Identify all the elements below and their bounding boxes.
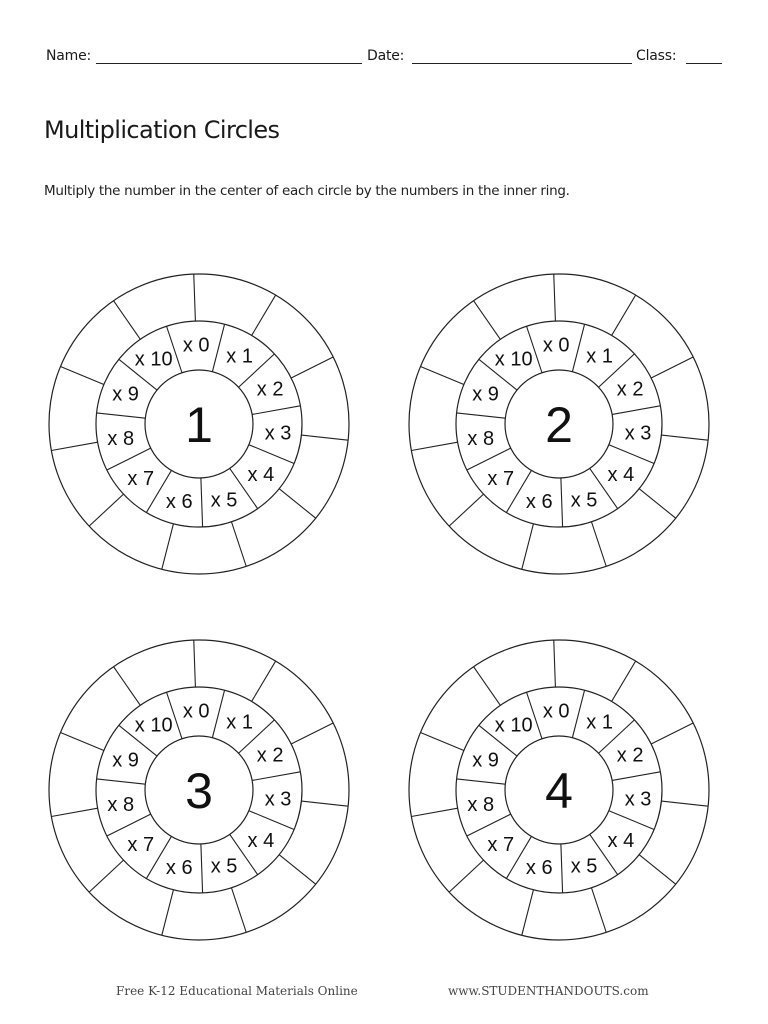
multiplier-label: x 1	[586, 345, 613, 368]
inner-divider	[572, 324, 584, 371]
center-number: 4	[545, 763, 573, 819]
multiplier-label: x 0	[542, 700, 570, 723]
answer-box-divider	[51, 442, 97, 450]
answer-box-divider	[411, 808, 457, 816]
multiplier-label: x 7	[127, 834, 155, 857]
answer-box-divider	[411, 442, 457, 450]
multiplier-label: x 3	[624, 422, 652, 445]
footer-right: www.STUDENTHANDOUTS.com	[448, 984, 649, 998]
inner-divider	[212, 690, 224, 737]
footer-left: Free K-12 Educational Materials Online	[116, 984, 358, 998]
answer-box-divider	[651, 357, 693, 378]
instructions-text: Multiply the number in the center of each circle by the numbers in the inner ring.	[44, 183, 570, 199]
answer-box-divider	[554, 274, 556, 321]
worksheet-title: Multiplication Circles	[44, 116, 280, 144]
answer-box-divider	[639, 855, 676, 885]
inner-divider	[609, 811, 654, 830]
name-label: Name:	[46, 48, 92, 64]
inner-divider	[201, 478, 203, 527]
answer-box-divider	[554, 640, 556, 687]
multiplier-label: x 4	[607, 829, 635, 852]
multiplier-label: x 6	[525, 491, 553, 514]
inner-divider	[561, 844, 563, 893]
multiplier-label: x 7	[127, 468, 155, 491]
answer-box-divider	[449, 494, 483, 526]
multiplier-label: x 5	[210, 855, 238, 878]
multiplier-label: x 3	[264, 422, 292, 445]
answer-box-divider	[522, 524, 534, 570]
inner-divider	[107, 814, 151, 836]
inner-divider	[252, 406, 300, 415]
answer-box-divider	[591, 888, 606, 933]
answer-box-divider	[591, 522, 606, 567]
inner-divider	[612, 406, 660, 415]
multiplier-label: x 5	[210, 489, 238, 512]
answer-box-divider	[661, 801, 708, 806]
multiplier-label: x 10	[134, 348, 173, 371]
multiplier-label: x 9	[472, 383, 499, 406]
multiplier-label: x 10	[494, 348, 533, 371]
answer-box-divider	[522, 890, 534, 936]
multiplier-label: x 1	[226, 345, 253, 368]
answer-box-divider	[162, 890, 174, 936]
answer-box-divider	[114, 667, 141, 706]
center-number: 1	[185, 397, 213, 453]
answer-box-divider	[162, 524, 174, 570]
multiplication-circle[interactable]	[49, 274, 349, 574]
answer-box-divider	[612, 661, 636, 701]
answer-box-divider	[231, 888, 246, 933]
inner-divider	[609, 445, 654, 464]
inner-divider	[457, 413, 506, 418]
multiplier-label: x 10	[494, 714, 533, 737]
multiplier-label: x 2	[616, 744, 644, 767]
multiplier-label: x 2	[616, 378, 644, 401]
answer-box-divider	[279, 489, 316, 519]
class-label: Class:	[636, 48, 677, 64]
answer-box-divider	[51, 808, 97, 816]
answer-box-divider	[60, 732, 103, 750]
answer-box-divider	[114, 301, 141, 340]
answer-box-divider	[474, 667, 501, 706]
answer-box-divider	[194, 640, 196, 687]
inner-divider	[97, 779, 146, 784]
inner-divider	[201, 844, 203, 893]
answer-box-divider	[639, 489, 676, 519]
answer-box-divider	[291, 723, 333, 744]
inner-divider	[97, 413, 146, 418]
answer-box-divider	[420, 732, 463, 750]
multiplier-label: x 0	[542, 334, 570, 357]
multiplier-label: x 8	[467, 428, 495, 451]
answer-box-divider	[89, 860, 123, 892]
multiplication-circle[interactable]	[409, 274, 709, 574]
inner-divider	[561, 478, 563, 527]
answer-box-divider	[291, 357, 333, 378]
multiplier-label: x 9	[112, 383, 139, 406]
answer-box-divider	[231, 522, 246, 567]
multiplier-label: x 6	[165, 857, 193, 880]
multiplication-circle[interactable]	[409, 640, 709, 940]
answer-box-divider	[279, 855, 316, 885]
multiplier-label: x 2	[256, 744, 284, 767]
multiplier-label: x 5	[570, 489, 598, 512]
multiplier-label: x 6	[525, 857, 553, 880]
date-label: Date:	[367, 48, 405, 64]
multiplier-label: x 9	[112, 749, 139, 772]
answer-box-divider	[252, 661, 276, 701]
multiplier-label: x 5	[570, 855, 598, 878]
multiplier-label: x 8	[107, 428, 135, 451]
multiplier-label: x 3	[624, 788, 652, 811]
multiplier-label: x 7	[487, 834, 515, 857]
multiplier-label: x 8	[467, 794, 495, 817]
inner-divider	[612, 772, 660, 781]
multiplier-label: x 4	[247, 829, 275, 852]
answer-box-divider	[474, 301, 501, 340]
multiplier-label: x 0	[182, 334, 210, 357]
answer-box-divider	[252, 295, 276, 335]
answer-box-divider	[89, 494, 123, 526]
multiplier-label: x 1	[226, 711, 253, 734]
inner-divider	[249, 445, 294, 464]
answer-box-divider	[420, 366, 463, 384]
inner-divider	[249, 811, 294, 830]
multiplier-label: x 2	[256, 378, 284, 401]
answer-box-divider	[194, 274, 196, 321]
multiplier-label: x 4	[247, 463, 275, 486]
answer-box-divider	[661, 435, 708, 440]
multiplier-label: x 6	[165, 491, 193, 514]
inner-divider	[107, 448, 151, 470]
inner-divider	[572, 690, 584, 737]
answer-box-divider	[612, 295, 636, 335]
inner-divider	[457, 779, 506, 784]
center-number: 2	[545, 397, 573, 453]
center-number: 3	[185, 763, 213, 819]
inner-divider	[467, 448, 511, 470]
answer-box-divider	[301, 435, 348, 440]
multiplication-circle[interactable]	[49, 640, 349, 940]
answer-box-divider	[449, 860, 483, 892]
inner-divider	[252, 772, 300, 781]
multiplier-label: x 8	[107, 794, 135, 817]
answer-box-divider	[301, 801, 348, 806]
multiplier-label: x 7	[487, 468, 515, 491]
multiplier-label: x 0	[182, 700, 210, 723]
inner-divider	[467, 814, 511, 836]
multiplier-label: x 10	[134, 714, 173, 737]
answer-box-divider	[651, 723, 693, 744]
multiplier-label: x 4	[607, 463, 635, 486]
inner-divider	[212, 324, 224, 371]
multiplier-label: x 1	[586, 711, 613, 734]
multiplier-label: x 9	[472, 749, 499, 772]
multiplier-label: x 3	[264, 788, 292, 811]
answer-box-divider	[60, 366, 103, 384]
